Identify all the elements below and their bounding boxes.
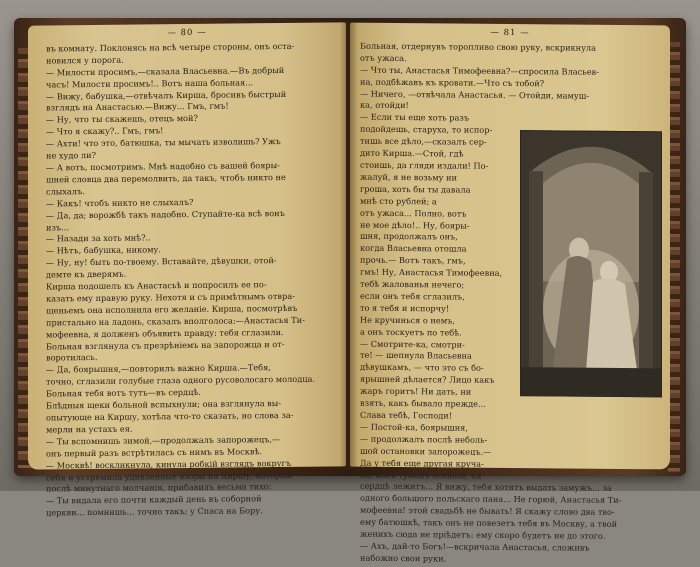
text-line: — А вотъ, посмотримъ. Мнѣ надобно съ вашей бояры- [46,159,280,173]
text-line: послѣ минутнаго молчанія, прибавилъ весьма тихо: [46,481,272,494]
text-line: на, подбѣжавъ къ кровати.—Что съ тобой? [360,76,545,88]
text-line: то я тебя и испорчу! [360,302,450,314]
text-line: ему батюшкѣ, такъ онъ не повезетъ тебя въ Москву, а твой [360,516,618,530]
text-line: дито Кирша.—Стой, гдѣ [360,147,464,159]
text-line: Больная тебя вотъ тутъ—въ сердцѣ. [46,387,201,399]
engraving-drawing [521,131,661,396]
text-line: — Нѣтъ, бабушка, никому. [46,244,161,256]
text-line: — Ну, что ты скажешь, отецъ мой? [46,113,198,125]
text-line: новился у порога. [46,54,124,66]
text-line: въ комнату. Поклонясь на всѣ четыре стороны, онъ оста- [46,40,295,54]
text-line: отъ ужаса... Полно, вотъ [360,207,467,219]
right-page-number: — 81 — [490,27,530,39]
text-line: тишь все дѣло,—сказалъ сер- [360,135,487,147]
text-line: пристально на ладонь, сказалъ вполголоса:—Анастасья Ти- [46,314,305,328]
text-line: — Что я скажу?.. Гмъ, гмъ! [46,125,164,137]
text-line: себя и устремила удивленные взоры на Киршу, который [46,469,293,483]
text-line: — Смотрите-ка, смотри- [360,338,465,350]
text-line: взять, какъ бывало прежде... [360,397,486,409]
text-line: шней словца два перемолвить, да такъ, чтобъ никто не [46,171,286,185]
text-line: жаръ горитъ! Ни дать, ни [360,385,472,397]
text-line: — продолжалъ послѣ неболь- [360,433,488,445]
text-line: — Назади за хоть мнѣ?.. [46,232,151,244]
text-line: набожно свои руки. [360,552,447,564]
text-line: подойдешь, старуха, то испор- [360,123,493,136]
text-line: часъ! Милости просимъ!.. Вотъ наша больная... [46,76,254,90]
text-line: отъ ужаса. [360,52,407,63]
text-line: тебѣ жалованья нечего; [360,278,465,290]
text-line: — Что ты, Анастасья Тимофеевна?—спросила Власьев- [360,64,599,77]
text-line: церкви... помнишь... точно такъ; у Спаса на Бору. [46,505,263,518]
text-line: на, какъ туманъ осенній, на [360,469,482,481]
text-line: гроша, хоть бы ты давала [360,183,471,195]
text-line: мофеевна, я долженъ объявить правду: тебя сглазили. [46,326,284,340]
text-line: Слава тебѣ, Господи! [360,409,452,421]
text-line: жалуй, я не возьму ни [360,171,457,183]
text-line: — Милости просимъ,—сказала Власьевна.—Въ добрый [46,64,285,78]
text-line: шня, продолжалъ онъ, [360,231,458,242]
text-line: — Ты видала его почти каждый день въ соборной [46,493,262,506]
text-line: если онъ тебя сглазилъ, [360,290,465,302]
text-line: не худо ли? [46,150,96,161]
text-line: — Ахти! что это, батюшка, ты мычать изволишь? Ужъ [46,136,281,149]
text-line: одного большого польскаго пана... Не горюй, Анастасья Ти- [360,493,622,506]
text-line: гмъ! Ну, Анастасья Тимофеевна, [360,266,503,279]
left-page-text [28,40,346,520]
text-line: казать ему правую руку. Нехотя и съ примѣтнымъ отвра- [46,290,295,304]
text-line: Больная, отдернувъ торопливо свою руку, вскрикнула [360,40,597,53]
text-line: стоишь, да гляди издали! По- [360,159,489,171]
text-line: — Ты вспомнишь зимой,—продолжалъ запорожецъ,— [46,433,281,447]
left-page-number: — 80 — [167,27,207,39]
text-line: воротилась. [46,352,98,363]
left-page [28,22,346,518]
text-line: — Если ты еще хоть разъ [360,112,470,123]
text-line: Кирша подошелъ къ Анастасьѣ и попросилъ ее по- [46,279,267,292]
text-line: Не кручинься о немъ, [360,314,455,326]
text-line: те! — шепнула Власьевна [360,350,472,362]
text-line: — Ахъ, дай-то Богъ!—вскричала Анастасья, сложивъ [360,540,590,553]
text-line: Блѣдныя щеки больной вспыхнули; она взглянула вы- [46,398,282,411]
text-line: а онъ тоскуетъ по тебѣ. [360,326,462,338]
text-line: — Постой-ка, боярышня, [360,421,468,433]
text-line: женихъ сюда не пріѣдетъ: ему скоро будетъ не до этого. [360,528,606,541]
text-line: — Москвѣ! воскликнула, кинула робкій взглядъ вокругъ [46,457,292,471]
text-line: ярышней дѣлается? Лицо какъ [360,373,495,386]
text-line: — Да, боярышня,—повторилъ важно Кирша.—Тебя, [46,362,271,375]
text-line: — Ничего, —отвѣчала Анастасья. — Отойди, мамуш- [360,88,590,101]
text-line: ка, отойди! [360,100,409,111]
text-line: Больная взглянула съ презрѣніемъ на запорожца и от- [46,338,285,352]
text-line: шой остановки запорожецъ.— [360,445,492,457]
text-line: — Вижу, бабушка,—отвѣчалъ Кирша, бросивъ быстрый [46,88,287,102]
text-line: изъ... [46,221,69,232]
text-line: опытующе на Киршу, хотѣла что-то сказать, но слова за- [46,409,294,423]
text-line: слыхалъ. [46,185,85,197]
text-line: прочь.— Вотъ такъ, гмъ, [360,254,466,266]
text-line: демте къ дверямъ. [46,268,127,280]
text-line: когда Власьевна отошла [360,243,467,254]
text-line: точно, сглазили голубые глаза одного русоволосаго молодца. [46,373,315,387]
text-line: — Ну, ну! быть по-твоему. Вставайте, дѣвушки, отой- [46,255,277,268]
right-page [350,23,670,564]
text-line: мофеевна! этой свадьбѣ не бывать! Я скажу слово два тво- [360,504,615,518]
text-line: сердцѣ лежитъ... Я вижу, тебя хотятъ выдать замужъ... за [360,481,612,494]
text-line: мнѣ сто рублей; а [360,195,437,207]
text-line: не мое дѣло!.. Ну, бояры- [360,219,470,231]
text-line: щеньемъ она исполнила его желаніе. Кирша, посмотрѣвъ [46,302,298,316]
text-line: мерли на устахъ ея. [46,423,133,435]
engraving-illustration [520,130,662,397]
text-line: дѣвушкамъ, — что это съ бо- [360,362,484,374]
text-line: — Какъ! чтобъ никто не слыхалъ? [46,196,194,209]
text-line: взглядъ на Анастасью.—Вижу... Гмъ, гмъ! [46,101,229,113]
text-line: Да у тебя еще другая круча- [360,457,484,469]
text-line: онъ первый разъ встрѣтилась съ нимъ въ Москвѣ. [46,445,263,459]
text-line: — Да, да; ворожбѣ такъ надобно. Ступайте-ка всѣ вонъ [46,207,285,221]
